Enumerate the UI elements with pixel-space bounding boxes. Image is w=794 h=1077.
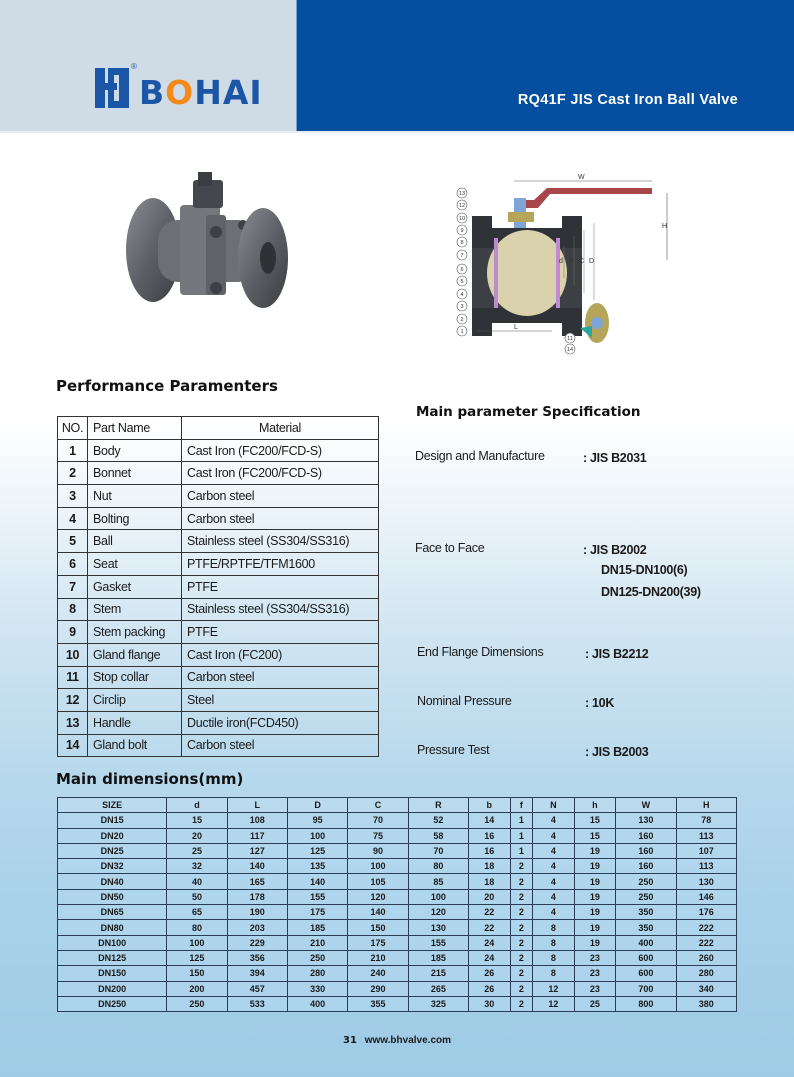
dimension-cell: 100 bbox=[408, 889, 468, 904]
dimension-cell: 19 bbox=[574, 874, 615, 889]
dimension-cell: 16 bbox=[469, 843, 510, 858]
dimension-cell: 130 bbox=[616, 813, 676, 828]
dimension-cell: 2 bbox=[510, 859, 533, 874]
size-cell: DN250 bbox=[58, 996, 167, 1011]
spec-section-title: Main parameter Specification bbox=[416, 404, 641, 420]
dimension-cell: 22 bbox=[469, 905, 510, 920]
dimension-cell: 380 bbox=[676, 996, 736, 1011]
dimension-cell: 4 bbox=[533, 828, 574, 843]
col-header-f: f bbox=[510, 798, 533, 813]
part-no: 10 bbox=[58, 643, 88, 666]
dimension-cell: 160 bbox=[616, 859, 676, 874]
dimension-cell: 19 bbox=[574, 905, 615, 920]
header-right-panel bbox=[296, 0, 794, 131]
dimension-cell: 4 bbox=[533, 889, 574, 904]
part-no: 8 bbox=[58, 598, 88, 621]
dimension-cell: 260 bbox=[676, 950, 736, 965]
performance-section-title: Performance Paramenters bbox=[56, 377, 278, 395]
dimension-cell: 108 bbox=[227, 813, 287, 828]
dimension-cell: 19 bbox=[574, 859, 615, 874]
dimension-cell: 23 bbox=[574, 950, 615, 965]
dimension-cell: 26 bbox=[469, 966, 510, 981]
table-row bbox=[58, 905, 737, 920]
dimension-cell: 4 bbox=[533, 874, 574, 889]
dimension-cell: 250 bbox=[167, 996, 227, 1011]
dimension-cell: 190 bbox=[227, 905, 287, 920]
dimension-cell: 146 bbox=[676, 889, 736, 904]
svg-text:7: 7 bbox=[460, 253, 464, 259]
table-row bbox=[58, 507, 379, 530]
dimension-cell: 2 bbox=[510, 905, 533, 920]
dimension-cell: 140 bbox=[348, 905, 408, 920]
dimension-cell: 203 bbox=[227, 920, 287, 935]
part-material: Cast Iron (FC200/FCD-S) bbox=[182, 462, 379, 485]
dimension-cell: 340 bbox=[676, 981, 736, 996]
dimension-cell: 1 bbox=[510, 813, 533, 828]
table-row bbox=[58, 966, 737, 981]
dimension-cell: 80 bbox=[408, 859, 468, 874]
dimension-cell: 800 bbox=[616, 996, 676, 1011]
dimension-cell: 2 bbox=[510, 981, 533, 996]
part-name: Body bbox=[88, 439, 182, 462]
page-number: 31 bbox=[342, 1035, 357, 1046]
dimension-cell: 210 bbox=[348, 950, 408, 965]
dimension-cell: 127 bbox=[227, 843, 287, 858]
dimension-cell: 23 bbox=[574, 981, 615, 996]
dimension-cell: 140 bbox=[287, 874, 347, 889]
dimension-cell: 15 bbox=[574, 828, 615, 843]
brand-letters-hai: HAI bbox=[194, 73, 263, 112]
spec-label: End Flange Dimensions bbox=[417, 645, 544, 659]
dimension-cell: 394 bbox=[227, 966, 287, 981]
spec-sub-value: DN15-DN100(6) bbox=[601, 563, 688, 577]
dimension-cell: 107 bbox=[676, 843, 736, 858]
part-name: Gasket bbox=[88, 575, 182, 598]
dimension-cell: 140 bbox=[227, 859, 287, 874]
dimension-cell: 32 bbox=[167, 859, 227, 874]
part-no: 13 bbox=[58, 711, 88, 734]
registered-mark: ® bbox=[131, 62, 137, 71]
svg-text:3: 3 bbox=[460, 304, 464, 310]
dimension-cell: 250 bbox=[616, 889, 676, 904]
dimension-cell: 2 bbox=[510, 874, 533, 889]
table-row bbox=[58, 828, 737, 843]
svg-text:12: 12 bbox=[458, 203, 466, 209]
table-header-row bbox=[58, 798, 737, 813]
dimension-cell: 19 bbox=[574, 920, 615, 935]
dimension-cell: 356 bbox=[227, 950, 287, 965]
dimension-cell: 12 bbox=[533, 996, 574, 1011]
table-row bbox=[58, 981, 737, 996]
dimension-cell: 240 bbox=[348, 966, 408, 981]
page-footer bbox=[0, 1035, 794, 1046]
dimension-cell: 26 bbox=[469, 981, 510, 996]
part-no: 3 bbox=[58, 485, 88, 508]
part-material: PTFE bbox=[182, 575, 379, 598]
part-material: Cast Iron (FC200) bbox=[182, 643, 379, 666]
col-header-C: C bbox=[348, 798, 408, 813]
part-no: 4 bbox=[58, 507, 88, 530]
dimension-cell: 50 bbox=[167, 889, 227, 904]
dimension-cell: 8 bbox=[533, 935, 574, 950]
bohai-logo bbox=[95, 62, 263, 112]
table-row bbox=[58, 553, 379, 576]
spec-value: : JIS B2031 bbox=[583, 451, 647, 465]
dimension-cell: 70 bbox=[408, 843, 468, 858]
part-name: Bonnet bbox=[88, 462, 182, 485]
dimension-cell: 23 bbox=[574, 966, 615, 981]
col-header-material: Material bbox=[182, 417, 379, 440]
dimension-cell: 210 bbox=[287, 935, 347, 950]
part-name: Nut bbox=[88, 485, 182, 508]
dimension-cell: 178 bbox=[227, 889, 287, 904]
dimension-cell: 250 bbox=[287, 950, 347, 965]
svg-text:13: 13 bbox=[458, 191, 466, 197]
part-material: Carbon steel bbox=[182, 507, 379, 530]
table-row bbox=[58, 889, 737, 904]
dimension-cell: 222 bbox=[676, 935, 736, 950]
svg-text:b: b bbox=[545, 315, 549, 322]
col-header-W: W bbox=[616, 798, 676, 813]
size-cell: DN125 bbox=[58, 950, 167, 965]
dimension-cell: 125 bbox=[167, 950, 227, 965]
dimension-cell: 250 bbox=[616, 874, 676, 889]
part-no: 14 bbox=[58, 734, 88, 757]
part-name: Stem bbox=[88, 598, 182, 621]
brand-name bbox=[139, 73, 263, 112]
col-header-R: R bbox=[408, 798, 468, 813]
table-row bbox=[58, 689, 379, 712]
part-no: 7 bbox=[58, 575, 88, 598]
dimension-cell: 120 bbox=[348, 889, 408, 904]
dimensions-section-title: Main dimensions(mm) bbox=[56, 770, 244, 788]
dimension-cell: 200 bbox=[167, 981, 227, 996]
dimension-cell: 100 bbox=[167, 935, 227, 950]
dimension-cell: 350 bbox=[616, 920, 676, 935]
dimension-cell: 165 bbox=[227, 874, 287, 889]
dimension-cell: 8 bbox=[533, 966, 574, 981]
valve-cross-section-diagram bbox=[452, 168, 682, 363]
dimension-cell: 700 bbox=[616, 981, 676, 996]
part-material: Carbon steel bbox=[182, 734, 379, 757]
svg-text:1: 1 bbox=[460, 329, 464, 335]
part-material: Steel bbox=[182, 689, 379, 712]
dimension-cell: 18 bbox=[469, 859, 510, 874]
dimension-cell: 16 bbox=[469, 828, 510, 843]
dimension-cell: 40 bbox=[167, 874, 227, 889]
dimension-cell: 1 bbox=[510, 828, 533, 843]
dimension-cell: 90 bbox=[348, 843, 408, 858]
table-row bbox=[58, 874, 737, 889]
part-material: Carbon steel bbox=[182, 485, 379, 508]
col-header-part-name: Part Name bbox=[88, 417, 182, 440]
col-header-size: SIZE bbox=[58, 798, 167, 813]
dimension-cell: 100 bbox=[287, 828, 347, 843]
table-row bbox=[58, 598, 379, 621]
svg-text:d: d bbox=[559, 258, 563, 265]
dimension-cell: 20 bbox=[167, 828, 227, 843]
dimension-cell: 18 bbox=[469, 874, 510, 889]
dimension-cell: 290 bbox=[348, 981, 408, 996]
spec-value: : 10K bbox=[585, 696, 615, 710]
col-header-d: d bbox=[167, 798, 227, 813]
col-header-no: NO. bbox=[58, 417, 88, 440]
table-row bbox=[58, 996, 737, 1011]
dimension-cell: 355 bbox=[348, 996, 408, 1011]
dimensions-table bbox=[57, 797, 737, 1012]
dimension-cell: 600 bbox=[616, 966, 676, 981]
part-name: Handle bbox=[88, 711, 182, 734]
dimension-cell: 19 bbox=[574, 843, 615, 858]
part-material: Carbon steel bbox=[182, 666, 379, 689]
size-cell: DN32 bbox=[58, 859, 167, 874]
dimension-cell: 65 bbox=[167, 905, 227, 920]
part-no: 9 bbox=[58, 621, 88, 644]
part-material: PTFE/RPTFE/TFM1600 bbox=[182, 553, 379, 576]
dimension-cell: 4 bbox=[533, 905, 574, 920]
dimension-cell: 176 bbox=[676, 905, 736, 920]
part-material: Ductile iron(FCD450) bbox=[182, 711, 379, 734]
col-header-H: H bbox=[676, 798, 736, 813]
col-header-b: b bbox=[469, 798, 510, 813]
svg-text:C: C bbox=[579, 258, 585, 265]
dimension-cell: 130 bbox=[408, 920, 468, 935]
size-cell: DN100 bbox=[58, 935, 167, 950]
dimension-cell: 265 bbox=[408, 981, 468, 996]
dimension-cell: 155 bbox=[287, 889, 347, 904]
part-no: 11 bbox=[58, 666, 88, 689]
dimension-cell: 185 bbox=[287, 920, 347, 935]
table-row bbox=[58, 843, 737, 858]
table-row bbox=[58, 711, 379, 734]
dimension-cell: 215 bbox=[408, 966, 468, 981]
dimension-cell: 70 bbox=[348, 813, 408, 828]
table-row bbox=[58, 666, 379, 689]
dimension-cell: 80 bbox=[167, 920, 227, 935]
col-header-h: h bbox=[574, 798, 615, 813]
dimension-cell: 20 bbox=[469, 889, 510, 904]
svg-text:2: 2 bbox=[460, 317, 464, 323]
table-row bbox=[58, 950, 737, 965]
dimension-cell: 19 bbox=[574, 935, 615, 950]
part-name: Gland bolt bbox=[88, 734, 182, 757]
part-no: 6 bbox=[58, 553, 88, 576]
dimension-cell: 117 bbox=[227, 828, 287, 843]
valve-photo bbox=[118, 170, 293, 310]
dimension-cell: 125 bbox=[287, 843, 347, 858]
svg-text:8: 8 bbox=[460, 240, 464, 246]
part-no: 12 bbox=[58, 689, 88, 712]
dimension-cell: 4 bbox=[533, 859, 574, 874]
header-divider bbox=[0, 131, 794, 133]
spec-value: : JIS B2003 bbox=[585, 745, 649, 759]
spec-label: Pressure Test bbox=[417, 743, 490, 757]
dimension-cell: 2 bbox=[510, 966, 533, 981]
dimension-cell: 15 bbox=[574, 813, 615, 828]
part-material: Cast Iron (FC200/FCD-S) bbox=[182, 439, 379, 462]
dimension-cell: 533 bbox=[227, 996, 287, 1011]
dimension-cell: 25 bbox=[167, 843, 227, 858]
part-material: Stainless steel (SS304/SS316) bbox=[182, 530, 379, 553]
dimension-cell: 25 bbox=[574, 996, 615, 1011]
dimension-cell: 160 bbox=[616, 843, 676, 858]
dimension-cell: 95 bbox=[287, 813, 347, 828]
table-row bbox=[58, 935, 737, 950]
svg-text:R: R bbox=[569, 258, 575, 265]
dimension-cell: 400 bbox=[616, 935, 676, 950]
svg-text:10: 10 bbox=[458, 216, 466, 222]
dimension-cell: 175 bbox=[348, 935, 408, 950]
dimension-cell: 24 bbox=[469, 935, 510, 950]
part-name: Circlip bbox=[88, 689, 182, 712]
dimension-cell: 2 bbox=[510, 889, 533, 904]
spec-value: : JIS B2212 bbox=[585, 647, 649, 661]
dimension-cell: 2 bbox=[510, 950, 533, 965]
dimension-cell: 100 bbox=[348, 859, 408, 874]
svg-text:5: 5 bbox=[460, 279, 464, 285]
table-row bbox=[58, 920, 737, 935]
table-row bbox=[58, 575, 379, 598]
dimension-cell: 280 bbox=[676, 966, 736, 981]
table-row bbox=[58, 485, 379, 508]
svg-text:H: H bbox=[662, 223, 668, 230]
spec-sub-value: DN125-DN200(39) bbox=[601, 585, 701, 599]
dimension-cell: 30 bbox=[469, 996, 510, 1011]
table-row bbox=[58, 734, 379, 757]
spec-value: : JIS B2002 bbox=[583, 543, 647, 557]
website-link[interactable]: www.bhvalve.com bbox=[364, 1035, 452, 1046]
brand-letter-o: O bbox=[165, 73, 195, 112]
part-name: Stem packing bbox=[88, 621, 182, 644]
part-material: PTFE bbox=[182, 621, 379, 644]
dimension-cell: 150 bbox=[348, 920, 408, 935]
dimension-cell: 85 bbox=[408, 874, 468, 889]
dimension-cell: 15 bbox=[167, 813, 227, 828]
size-cell: DN40 bbox=[58, 874, 167, 889]
dimension-cell: 130 bbox=[676, 874, 736, 889]
svg-text:L: L bbox=[514, 324, 518, 331]
dimension-cell: 58 bbox=[408, 828, 468, 843]
svg-text:W: W bbox=[578, 174, 585, 181]
dimension-cell: 229 bbox=[227, 935, 287, 950]
size-cell: DN80 bbox=[58, 920, 167, 935]
dimension-cell: 155 bbox=[408, 935, 468, 950]
dimension-cell: 2 bbox=[510, 996, 533, 1011]
dimension-cell: 8 bbox=[533, 950, 574, 965]
dimension-cell: 457 bbox=[227, 981, 287, 996]
size-cell: DN150 bbox=[58, 966, 167, 981]
dimension-cell: 19 bbox=[574, 889, 615, 904]
part-name: Gland flange bbox=[88, 643, 182, 666]
dimension-cell: 222 bbox=[676, 920, 736, 935]
header-left-panel bbox=[0, 0, 296, 132]
col-header-N: N bbox=[533, 798, 574, 813]
part-name: Bolting bbox=[88, 507, 182, 530]
table-row bbox=[58, 859, 737, 874]
dimension-cell: 135 bbox=[287, 859, 347, 874]
part-material: Stainless steel (SS304/SS316) bbox=[182, 598, 379, 621]
col-header-D: D bbox=[287, 798, 347, 813]
dimension-cell: 75 bbox=[348, 828, 408, 843]
dimension-cell: 150 bbox=[167, 966, 227, 981]
dimension-cell: 400 bbox=[287, 996, 347, 1011]
dimension-cell: 105 bbox=[348, 874, 408, 889]
dimension-cell: 160 bbox=[616, 828, 676, 843]
dimension-cell: 350 bbox=[616, 905, 676, 920]
part-no: 2 bbox=[58, 462, 88, 485]
brand-letter-b: B bbox=[139, 73, 166, 112]
svg-text:D: D bbox=[589, 258, 595, 265]
svg-text:4: 4 bbox=[460, 292, 464, 298]
svg-text:11: 11 bbox=[567, 336, 573, 342]
dimension-cell: 8 bbox=[533, 920, 574, 935]
col-header-L: L bbox=[227, 798, 287, 813]
spec-label: Design and Manufacture bbox=[415, 449, 545, 463]
dimension-cell: 2 bbox=[510, 935, 533, 950]
svg-text:6: 6 bbox=[460, 267, 464, 273]
dimension-cell: 1 bbox=[510, 843, 533, 858]
svg-text:f: f bbox=[554, 306, 556, 313]
dimension-cell: 185 bbox=[408, 950, 468, 965]
dimension-cell: 113 bbox=[676, 859, 736, 874]
dimension-cell: 280 bbox=[287, 966, 347, 981]
part-no: 5 bbox=[58, 530, 88, 553]
spec-label: Nominal Pressure bbox=[417, 694, 512, 708]
dimension-cell: 78 bbox=[676, 813, 736, 828]
svg-text:14: 14 bbox=[566, 347, 574, 353]
dimension-cell: 600 bbox=[616, 950, 676, 965]
table-row bbox=[58, 439, 379, 462]
size-cell: DN65 bbox=[58, 905, 167, 920]
dimension-cell: 12 bbox=[533, 981, 574, 996]
table-row bbox=[58, 462, 379, 485]
dimension-cell: 120 bbox=[408, 905, 468, 920]
table-header-row bbox=[58, 417, 379, 440]
size-cell: DN25 bbox=[58, 843, 167, 858]
part-name: Ball bbox=[88, 530, 182, 553]
dimension-cell: 4 bbox=[533, 813, 574, 828]
size-cell: DN200 bbox=[58, 981, 167, 996]
part-name: Seat bbox=[88, 553, 182, 576]
size-cell: DN50 bbox=[58, 889, 167, 904]
svg-text:9: 9 bbox=[460, 228, 464, 234]
size-cell: DN20 bbox=[58, 828, 167, 843]
table-row bbox=[58, 813, 737, 828]
spec-label: Face to Face bbox=[415, 541, 485, 555]
dimension-cell: 113 bbox=[676, 828, 736, 843]
dimension-cell: 24 bbox=[469, 950, 510, 965]
dimension-cell: 330 bbox=[287, 981, 347, 996]
dimension-cell: 325 bbox=[408, 996, 468, 1011]
table-row bbox=[58, 530, 379, 553]
dimension-cell: 22 bbox=[469, 920, 510, 935]
dimension-cell: 175 bbox=[287, 905, 347, 920]
table-row bbox=[58, 643, 379, 666]
dimension-cell: 4 bbox=[533, 843, 574, 858]
dimension-cell: 52 bbox=[408, 813, 468, 828]
parts-material-table bbox=[57, 416, 379, 757]
size-cell: DN15 bbox=[58, 813, 167, 828]
part-no: 1 bbox=[58, 439, 88, 462]
part-name: Stop collar bbox=[88, 666, 182, 689]
product-title: RQ41F JIS Cast Iron Ball Valve bbox=[517, 92, 738, 108]
page-header bbox=[0, 0, 794, 132]
dimension-cell: 2 bbox=[510, 920, 533, 935]
logo-mark-icon bbox=[95, 62, 137, 108]
table-row bbox=[58, 621, 379, 644]
dimension-cell: 14 bbox=[469, 813, 510, 828]
